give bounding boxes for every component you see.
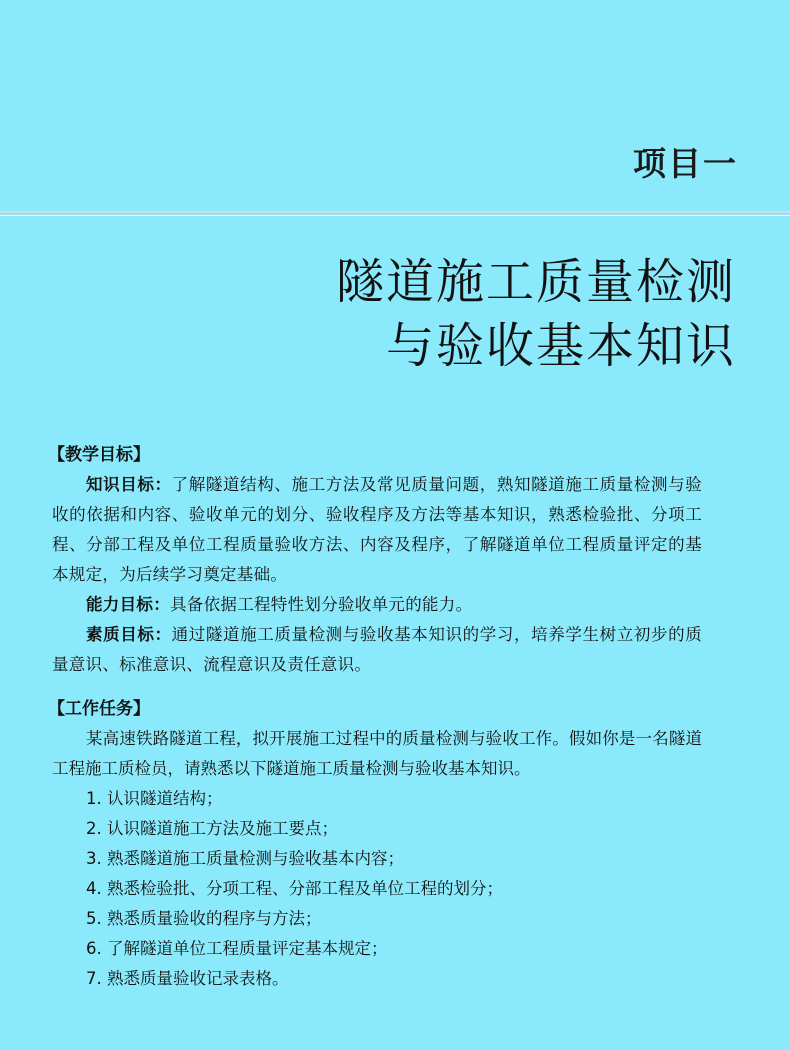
quality-goal <box>52 620 702 680</box>
quality-goal-label: 素质目标： <box>86 625 172 644</box>
knowledge-goal-label: 知识目标： <box>86 475 172 494</box>
list-item: 4. 熟悉检验批、分项工程、分部工程及单位工程的划分； <box>86 879 503 898</box>
knowledge-goal <box>52 470 702 590</box>
project-label: 项目一 <box>633 144 738 183</box>
quality-goal-text: 通过隧道施工质量检测与验收基本知识的学习，培养学生树立初步的质量意识、标准意识、流程意识及责任意识。 <box>52 625 702 674</box>
main-content <box>48 440 702 994</box>
title-line-1: 隧道施工质量检测 <box>335 254 736 310</box>
list-item: 7. 熟悉质量验收记录表格。 <box>86 969 289 988</box>
list-item: 5. 熟悉质量验收的程序与方法； <box>86 909 322 928</box>
list-item: 2. 认识隧道施工方法及施工要点； <box>86 819 338 838</box>
work-tasks-heading: 【工作任务】 <box>48 699 150 719</box>
page-title <box>336 250 736 378</box>
task-list <box>86 784 702 994</box>
list-item: 1. 认识隧道结构； <box>86 789 223 808</box>
header-divider <box>0 211 790 216</box>
teaching-goals-heading: 【教学目标】 <box>48 445 150 465</box>
list-item: 3. 熟悉隧道施工质量检测与验收基本内容； <box>86 849 404 868</box>
work-tasks-intro: 某高速铁路隧道工程，拟开展施工过程中的质量检测与验收工作。假如你是一名隧道工程施工质检员，请熟悉以下隧道施工质量检测与验收基本知识。 <box>52 729 702 778</box>
ability-goal-label: 能力目标： <box>86 595 170 614</box>
knowledge-goal-text: 了解隧道结构、施工方法及常见质量问题，熟知隧道施工质量检测与验收的依据和内容、验收单元的划分、验收程序及方法等基本知识，熟悉检验批、分项工程、分部工程及单位工程质量验收方法、内容及程序，了解隧道单位工程质量评定的基本规定，为后续学习奠定基础。 <box>52 475 702 584</box>
ability-goal <box>52 590 702 620</box>
list-item: 6. 了解隧道单位工程质量评定基本规定； <box>86 939 388 958</box>
title-line-2: 与验收基本知识 <box>385 318 736 374</box>
ability-goal-text: 具备依据工程特性划分验收单元的能力。 <box>170 595 473 614</box>
